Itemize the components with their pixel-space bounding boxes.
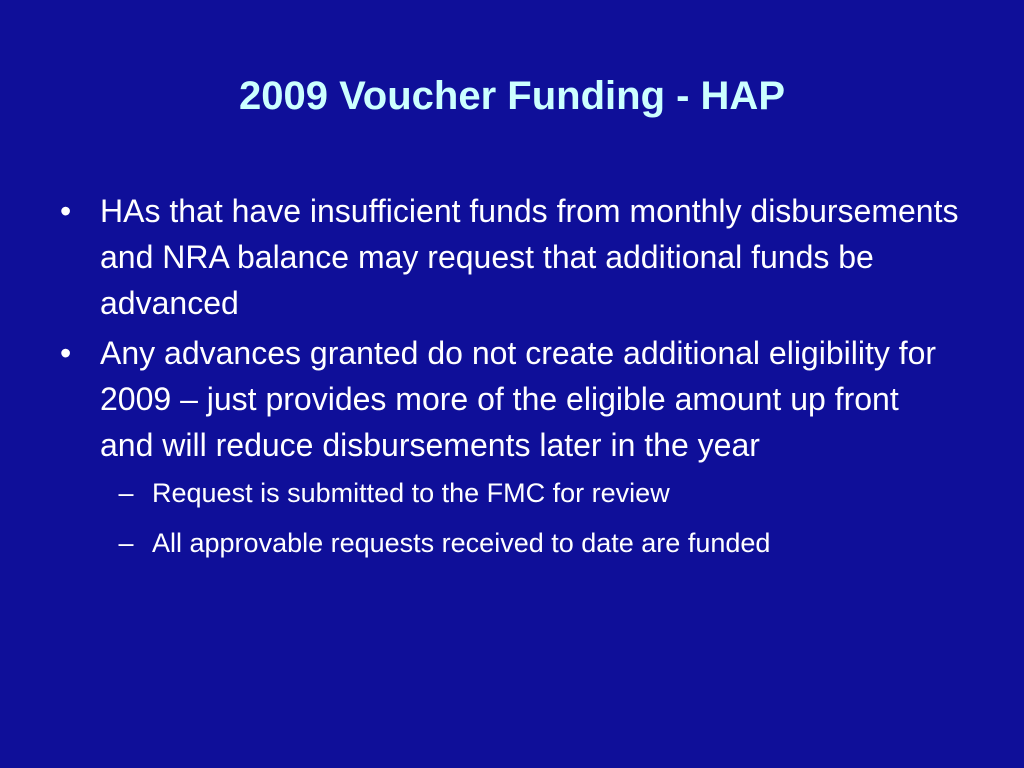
bullet-list: [60, 188, 960, 572]
dash-marker: –: [118, 528, 134, 558]
bullet-item: [60, 188, 960, 326]
bullet-text: HAs that have insufficient funds from monthly disbursements and NRA balance may request that additional funds be advanced: [100, 193, 959, 321]
sub-bullet-list: [100, 468, 960, 568]
sub-bullet-text: Request is submitted to the FMC for review: [152, 478, 670, 508]
sub-bullet-item: [108, 518, 960, 568]
sub-bullet-text: All approvable requests received to date are funded: [152, 528, 771, 558]
bullet-marker: •: [60, 335, 72, 371]
sub-bullet-item: [108, 468, 960, 518]
bullet-text: Any advances granted do not create additional eligibility for 2009 – just provides more of the eligible amount up front and will reduce disbursements later in the year: [100, 335, 937, 463]
bullet-item: [60, 330, 960, 568]
dash-marker: –: [118, 478, 134, 508]
slide-title: 2009 Voucher Funding - HAP: [239, 74, 785, 118]
bullet-marker: •: [60, 193, 72, 229]
